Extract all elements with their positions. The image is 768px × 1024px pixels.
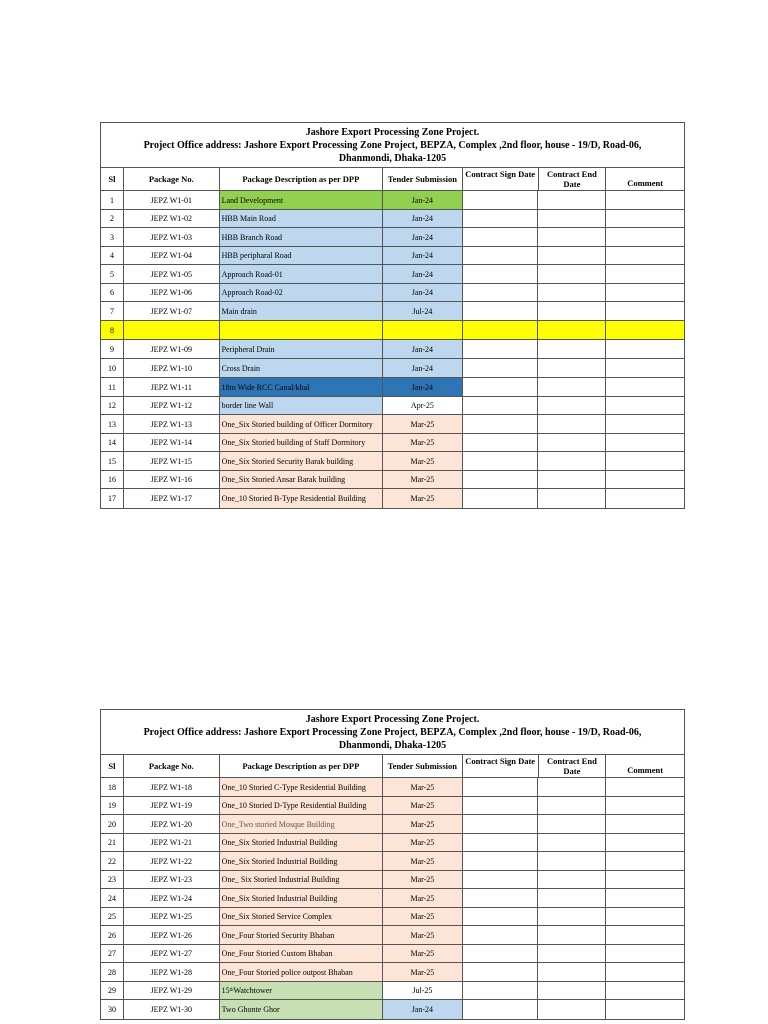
table-title bbox=[101, 123, 684, 168]
title-line-1: Jashore Export Processing Zone Project. bbox=[305, 714, 480, 725]
cell-sl: 15 bbox=[101, 452, 124, 470]
description-text: One_Six Storied building of Officer Dormitory bbox=[221, 419, 373, 429]
cell-package-no: JEPZ W1-27 bbox=[124, 945, 220, 962]
cell-package-no: JEPZ W1-13 bbox=[124, 415, 220, 433]
cell-description bbox=[220, 210, 383, 227]
cell-sl: 16 bbox=[101, 471, 124, 488]
header-comment: Comment bbox=[627, 765, 664, 775]
cell-package-no: JEPZ W1-02 bbox=[124, 210, 220, 227]
cell-contract-sign bbox=[463, 1000, 539, 1019]
cell-description bbox=[220, 797, 383, 814]
cell-contract-sign bbox=[463, 321, 539, 339]
table-row bbox=[101, 284, 684, 302]
cell-comment bbox=[606, 889, 684, 907]
cell-package-no: JEPZ W1-19 bbox=[124, 797, 220, 814]
cell-sl: 6 bbox=[101, 284, 124, 301]
description-text: One_10 Storied D-Type Residential Building bbox=[221, 801, 367, 810]
description-text: One_Four Storied police outpost Bhaban bbox=[221, 967, 353, 977]
cell-contract-sign bbox=[463, 415, 539, 433]
cell-sl: 9 bbox=[101, 340, 124, 358]
description-text: Main drain bbox=[221, 306, 257, 316]
cell-description bbox=[220, 265, 383, 283]
cell-package-no: JEPZ W1-24 bbox=[124, 889, 220, 907]
cell-contract-end bbox=[538, 434, 606, 451]
cell-sl: 11 bbox=[101, 378, 124, 396]
cell-package-no: JEPZ W1-10 bbox=[124, 359, 220, 377]
description-superscript: th bbox=[229, 988, 234, 993]
cell-description bbox=[220, 982, 383, 999]
description-text: One_Six Storied Ansar Barak building bbox=[221, 475, 346, 484]
header-sl: Sl bbox=[101, 168, 124, 190]
header-sl: Sl bbox=[101, 755, 124, 777]
cell-tender: Mar-25 bbox=[383, 852, 463, 870]
cell-package-no: JEPZ W1-05 bbox=[124, 265, 220, 283]
cell-contract-sign bbox=[463, 397, 539, 414]
cell-sl: 10 bbox=[101, 359, 124, 377]
cell-contract-sign bbox=[463, 489, 539, 508]
cell-tender: Mar-25 bbox=[383, 834, 463, 851]
cell-tender: Mar-25 bbox=[383, 963, 463, 981]
header-contract-end: Contract End Date bbox=[539, 755, 607, 777]
cell-contract-end bbox=[538, 945, 606, 962]
cell-sl: 4 bbox=[101, 247, 124, 264]
cell-description bbox=[220, 778, 383, 796]
cell-comment bbox=[606, 284, 684, 301]
cell-comment bbox=[606, 815, 684, 833]
cell-sl: 20 bbox=[101, 815, 124, 833]
header-tender: Tender Submission bbox=[383, 168, 463, 190]
cell-sl: 1 bbox=[101, 191, 124, 209]
cell-package-no: JEPZ W1-14 bbox=[124, 434, 220, 451]
cell-sl: 22 bbox=[101, 852, 124, 870]
cell-package-no: JEPZ W1-30 bbox=[124, 1000, 220, 1019]
cell-contract-sign bbox=[463, 302, 539, 320]
table-row bbox=[101, 1000, 684, 1019]
cell-contract-end bbox=[538, 852, 606, 870]
table-row bbox=[101, 834, 684, 852]
cell-package-no bbox=[124, 321, 220, 339]
cell-comment bbox=[606, 359, 684, 377]
cell-tender: Mar-25 bbox=[383, 489, 463, 508]
cell-contract-sign bbox=[463, 926, 539, 944]
cell-tender: Mar-25 bbox=[383, 871, 463, 888]
cell-contract-sign bbox=[463, 908, 539, 925]
cell-contract-end bbox=[538, 321, 606, 339]
cell-description bbox=[220, 340, 383, 358]
cell-contract-end bbox=[538, 210, 606, 227]
cell-contract-end bbox=[538, 815, 606, 833]
cell-package-no: JEPZ W1-16 bbox=[124, 471, 220, 488]
description-text: One_Six Storied building of Staff Dormitory bbox=[221, 438, 366, 447]
description-text: One_Two storied Mosque Building bbox=[221, 819, 335, 829]
cell-comment bbox=[606, 471, 684, 488]
table-row bbox=[101, 359, 684, 378]
cell-contract-end bbox=[538, 908, 606, 925]
cell-description bbox=[220, 247, 383, 264]
cell-sl: 28 bbox=[101, 963, 124, 981]
cell-contract-sign bbox=[463, 945, 539, 962]
cell-tender: Jan-24 bbox=[383, 359, 463, 377]
cell-package-no: JEPZ W1-03 bbox=[124, 228, 220, 246]
cell-package-no: JEPZ W1-20 bbox=[124, 815, 220, 833]
cell-contract-sign bbox=[463, 265, 539, 283]
cell-package-no: JEPZ W1-18 bbox=[124, 778, 220, 796]
cell-contract-sign bbox=[463, 471, 539, 488]
table-row bbox=[101, 797, 684, 815]
cell-contract-end bbox=[538, 265, 606, 283]
header-package-no: Package No. bbox=[124, 168, 220, 190]
description-text: One_10 Storied B-Type Residential Building bbox=[221, 494, 366, 503]
description-text: One_Six Storied Service Complex bbox=[221, 912, 333, 921]
cell-contract-sign bbox=[463, 378, 539, 396]
cell-contract-sign bbox=[463, 247, 539, 264]
cell-sl: 17 bbox=[101, 489, 124, 508]
cell-description bbox=[220, 945, 383, 962]
table-row bbox=[101, 397, 684, 415]
package-table-1 bbox=[100, 122, 685, 509]
cell-description bbox=[220, 963, 383, 981]
cell-description bbox=[220, 815, 383, 833]
table-row bbox=[101, 471, 684, 489]
cell-contract-sign bbox=[463, 340, 539, 358]
cell-sl: 12 bbox=[101, 397, 124, 414]
title-line-2: Project Office address: Jashore Export Processing Zone Project, BEPZA, Complex ,2nd floor, house - 19/D, Road-06, bbox=[143, 727, 642, 738]
cell-sl: 8 bbox=[101, 321, 124, 339]
cell-sl: 25 bbox=[101, 908, 124, 925]
cell-tender bbox=[383, 321, 463, 339]
cell-contract-end bbox=[538, 359, 606, 377]
cell-contract-sign bbox=[463, 778, 539, 796]
cell-sl: 5 bbox=[101, 265, 124, 283]
table-row bbox=[101, 852, 684, 871]
cell-comment bbox=[606, 963, 684, 981]
description-text: One_Four Storied Custom Bhaban bbox=[221, 949, 333, 958]
cell-description bbox=[220, 228, 383, 246]
title-line-2: Project Office address: Jashore Export Processing Zone Project, BEPZA, Complex ,2nd floor, house - 19/D, Road-06, bbox=[143, 140, 642, 151]
cell-contract-sign bbox=[463, 797, 539, 814]
cell-description bbox=[220, 415, 383, 433]
cell-description bbox=[220, 284, 383, 301]
cell-tender: Mar-25 bbox=[383, 926, 463, 944]
cell-comment bbox=[606, 415, 684, 433]
table-row bbox=[101, 815, 684, 834]
cell-tender: Mar-25 bbox=[383, 908, 463, 925]
header-contract-sign: Contract Sign Date bbox=[463, 755, 539, 777]
cell-contract-end bbox=[538, 302, 606, 320]
cell-contract-end bbox=[538, 871, 606, 888]
description-text: Peripheral Drain bbox=[221, 344, 275, 354]
cell-description bbox=[220, 471, 383, 488]
cell-description bbox=[220, 926, 383, 944]
cell-comment bbox=[606, 191, 684, 209]
cell-description bbox=[220, 378, 383, 396]
cell-sl: 13 bbox=[101, 415, 124, 433]
cell-tender: Jan-24 bbox=[383, 191, 463, 209]
cell-package-no: JEPZ W1-21 bbox=[124, 834, 220, 851]
table-row bbox=[101, 302, 684, 321]
cell-package-no: JEPZ W1-26 bbox=[124, 926, 220, 944]
header-row bbox=[101, 755, 684, 778]
description-text-rest: Watchtower bbox=[233, 986, 272, 995]
description-text: Approach Road-02 bbox=[221, 288, 283, 297]
cell-comment bbox=[606, 340, 684, 358]
cell-contract-sign bbox=[463, 982, 539, 999]
package-table-2 bbox=[100, 709, 685, 1020]
cell-contract-sign bbox=[463, 452, 539, 470]
cell-tender: Mar-25 bbox=[383, 945, 463, 962]
description-text: One_Six Storied Industrial Building bbox=[221, 893, 338, 903]
table-row bbox=[101, 452, 684, 471]
cell-tender: Mar-25 bbox=[383, 434, 463, 451]
cell-package-no: JEPZ W1-06 bbox=[124, 284, 220, 301]
cell-tender: Jan-24 bbox=[383, 284, 463, 301]
cell-contract-end bbox=[538, 228, 606, 246]
cell-contract-end bbox=[538, 889, 606, 907]
cell-package-no: JEPZ W1-04 bbox=[124, 247, 220, 264]
cell-comment bbox=[606, 434, 684, 451]
cell-package-no: JEPZ W1-01 bbox=[124, 191, 220, 209]
cell-package-no: JEPZ W1-22 bbox=[124, 852, 220, 870]
cell-contract-sign bbox=[463, 889, 539, 907]
cell-package-no: JEPZ W1-25 bbox=[124, 908, 220, 925]
table-row bbox=[101, 210, 684, 228]
description-text: 18m Wide RCC Canal/khal bbox=[221, 382, 310, 392]
cell-tender: Jan-24 bbox=[383, 340, 463, 358]
table-row bbox=[101, 191, 684, 210]
header-description: Package Description as per DPP bbox=[220, 168, 383, 190]
cell-comment bbox=[606, 945, 684, 962]
cell-comment bbox=[606, 265, 684, 283]
cell-tender: Jul-25 bbox=[383, 982, 463, 999]
cell-contract-sign bbox=[463, 871, 539, 888]
cell-tender: Apr-25 bbox=[383, 397, 463, 414]
cell-tender: Mar-25 bbox=[383, 815, 463, 833]
table-row bbox=[101, 434, 684, 452]
cell-contract-end bbox=[538, 963, 606, 981]
description-text: 15 bbox=[221, 986, 230, 995]
cell-contract-sign bbox=[463, 434, 539, 451]
cell-contract-sign bbox=[463, 359, 539, 377]
cell-contract-end bbox=[538, 378, 606, 396]
cell-description bbox=[220, 191, 383, 209]
cell-contract-end bbox=[538, 797, 606, 814]
cell-contract-end bbox=[538, 452, 606, 470]
cell-contract-end bbox=[538, 1000, 606, 1019]
cell-sl: 24 bbox=[101, 889, 124, 907]
cell-contract-end bbox=[538, 471, 606, 488]
cell-comment bbox=[606, 247, 684, 264]
description-text: border line Wall bbox=[221, 401, 274, 410]
cell-description bbox=[220, 489, 383, 508]
cell-package-no: JEPZ W1-28 bbox=[124, 963, 220, 981]
cell-contract-end bbox=[538, 982, 606, 999]
cell-tender: Jan-24 bbox=[383, 1000, 463, 1019]
header-description: Package Description as per DPP bbox=[220, 755, 383, 777]
description-text: One_ Six Storied Industrial Building bbox=[221, 875, 340, 884]
header-comment: Comment bbox=[627, 178, 664, 188]
cell-description bbox=[220, 852, 383, 870]
cell-comment bbox=[606, 1000, 684, 1019]
description-text: HBB Branch Road bbox=[221, 232, 283, 242]
table-row bbox=[101, 340, 684, 359]
table-row bbox=[101, 489, 684, 508]
cell-tender: Mar-25 bbox=[383, 889, 463, 907]
cell-description bbox=[220, 834, 383, 851]
cell-contract-end bbox=[538, 926, 606, 944]
cell-description bbox=[220, 452, 383, 470]
cell-tender: Mar-25 bbox=[383, 415, 463, 433]
description-text: One_Four Storied Security Bhaban bbox=[221, 930, 335, 940]
table-row bbox=[101, 889, 684, 908]
cell-comment bbox=[606, 210, 684, 227]
cell-comment bbox=[606, 852, 684, 870]
description-text: Two Ghonte Ghor bbox=[221, 1005, 280, 1014]
table-row bbox=[101, 963, 684, 982]
cell-contract-end bbox=[538, 191, 606, 209]
cell-comment bbox=[606, 302, 684, 320]
title-line-3: Dhanmondi, Dhaka-1205 bbox=[338, 740, 447, 751]
cell-tender: Jan-24 bbox=[383, 378, 463, 396]
description-text: Approach Road-01 bbox=[221, 269, 283, 279]
cell-sl: 14 bbox=[101, 434, 124, 451]
description-text: Land Development bbox=[221, 195, 284, 205]
cell-comment bbox=[606, 321, 684, 339]
cell-contract-sign bbox=[463, 963, 539, 981]
cell-sl: 21 bbox=[101, 834, 124, 851]
cell-comment bbox=[606, 489, 684, 508]
cell-package-no: JEPZ W1-12 bbox=[124, 397, 220, 414]
table-row bbox=[101, 247, 684, 265]
cell-comment bbox=[606, 926, 684, 944]
cell-sl: 23 bbox=[101, 871, 124, 888]
cell-sl: 18 bbox=[101, 778, 124, 796]
table-row bbox=[101, 926, 684, 945]
cell-comment bbox=[606, 982, 684, 999]
header-contract-sign: Contract Sign Date bbox=[463, 168, 539, 190]
description-text: One_Six Storied Industrial Building bbox=[221, 838, 338, 847]
cell-description bbox=[220, 434, 383, 451]
cell-sl: 26 bbox=[101, 926, 124, 944]
cell-tender: Mar-25 bbox=[383, 452, 463, 470]
cell-description bbox=[220, 908, 383, 925]
cell-package-no: JEPZ W1-11 bbox=[124, 378, 220, 396]
cell-contract-end bbox=[538, 415, 606, 433]
cell-sl: 3 bbox=[101, 228, 124, 246]
table-row bbox=[101, 321, 684, 340]
cell-sl: 27 bbox=[101, 945, 124, 962]
cell-tender: Jan-24 bbox=[383, 247, 463, 264]
cell-description bbox=[220, 1000, 383, 1019]
cell-comment bbox=[606, 452, 684, 470]
description-text: One_10 Storied C-Type Residential Building bbox=[221, 782, 366, 792]
table-body bbox=[101, 191, 684, 508]
cell-contract-end bbox=[538, 834, 606, 851]
cell-sl: 29 bbox=[101, 982, 124, 999]
cell-tender: Mar-25 bbox=[383, 778, 463, 796]
cell-description bbox=[220, 397, 383, 414]
cell-description bbox=[220, 871, 383, 888]
cell-comment bbox=[606, 871, 684, 888]
cell-contract-end bbox=[538, 397, 606, 414]
description-text: HBB Main Road bbox=[221, 214, 276, 223]
table-row bbox=[101, 945, 684, 963]
title-line-3: Dhanmondi, Dhaka-1205 bbox=[338, 153, 447, 164]
description-text: One_Six Storied Industrial Building bbox=[221, 856, 338, 866]
cell-contract-end bbox=[538, 489, 606, 508]
cell-package-no: JEPZ W1-29 bbox=[124, 982, 220, 999]
cell-contract-sign bbox=[463, 834, 539, 851]
cell-comment bbox=[606, 797, 684, 814]
cell-description bbox=[220, 321, 383, 339]
cell-description bbox=[220, 359, 383, 377]
cell-sl: 30 bbox=[101, 1000, 124, 1019]
cell-tender: Jan-24 bbox=[383, 265, 463, 283]
cell-contract-end bbox=[538, 284, 606, 301]
table-row bbox=[101, 982, 684, 1000]
table-row bbox=[101, 415, 684, 434]
description-text: One_Six Storied Security Barak building bbox=[221, 456, 354, 466]
description-text: Cross Drain bbox=[221, 363, 261, 373]
cell-comment bbox=[606, 778, 684, 796]
table-body bbox=[101, 778, 684, 1019]
header-package-no: Package No. bbox=[124, 755, 220, 777]
cell-package-no: JEPZ W1-15 bbox=[124, 452, 220, 470]
table-row bbox=[101, 778, 684, 797]
cell-contract-sign bbox=[463, 191, 539, 209]
description-text: HBB peripharal Road bbox=[221, 251, 292, 260]
cell-tender: Jan-24 bbox=[383, 210, 463, 227]
cell-package-no: JEPZ W1-17 bbox=[124, 489, 220, 508]
cell-package-no: JEPZ W1-07 bbox=[124, 302, 220, 320]
cell-package-no: JEPZ W1-23 bbox=[124, 871, 220, 888]
title-line-1: Jashore Export Processing Zone Project. bbox=[305, 127, 480, 138]
cell-contract-sign bbox=[463, 210, 539, 227]
table-row bbox=[101, 265, 684, 284]
table-row bbox=[101, 908, 684, 926]
cell-comment bbox=[606, 228, 684, 246]
cell-tender: Mar-25 bbox=[383, 797, 463, 814]
cell-contract-end bbox=[538, 340, 606, 358]
header-row bbox=[101, 168, 684, 191]
table-row bbox=[101, 871, 684, 889]
header-contract-end: Contract End Date bbox=[539, 168, 607, 190]
cell-contract-sign bbox=[463, 815, 539, 833]
cell-description bbox=[220, 302, 383, 320]
cell-sl: 19 bbox=[101, 797, 124, 814]
table-row bbox=[101, 228, 684, 247]
cell-contract-sign bbox=[463, 852, 539, 870]
cell-description bbox=[220, 889, 383, 907]
cell-tender: Mar-25 bbox=[383, 471, 463, 488]
table-title bbox=[101, 710, 684, 755]
cell-comment bbox=[606, 834, 684, 851]
cell-contract-sign bbox=[463, 228, 539, 246]
cell-contract-end bbox=[538, 247, 606, 264]
cell-contract-sign bbox=[463, 284, 539, 301]
cell-tender: Jan-24 bbox=[383, 228, 463, 246]
cell-tender: Jul-24 bbox=[383, 302, 463, 320]
header-tender: Tender Submission bbox=[383, 755, 463, 777]
cell-sl: 2 bbox=[101, 210, 124, 227]
cell-contract-end bbox=[538, 778, 606, 796]
cell-sl: 7 bbox=[101, 302, 124, 320]
cell-package-no: JEPZ W1-09 bbox=[124, 340, 220, 358]
cell-comment bbox=[606, 908, 684, 925]
cell-comment bbox=[606, 397, 684, 414]
table-row bbox=[101, 378, 684, 397]
cell-comment bbox=[606, 378, 684, 396]
